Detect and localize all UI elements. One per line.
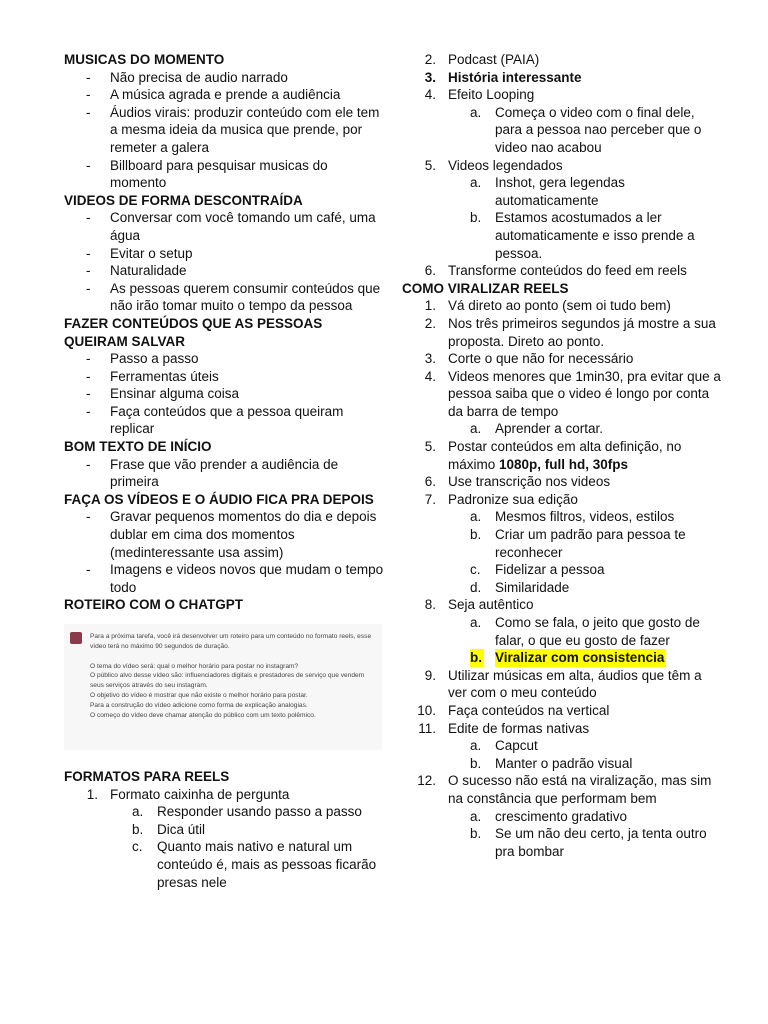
- list-item-text: Utilizar músicas em alta, áudios que têm a ver com o meu conteúdo: [448, 667, 702, 701]
- list-item-text: O sucesso não está na viralização, mas sim na constância que performam bem: [448, 773, 712, 806]
- list-item-text: Padronize sua edição: [448, 491, 578, 507]
- resolution-spec: 1080p, full hd, 30fps: [499, 456, 629, 472]
- left-column: [64, 51, 384, 891]
- list-item-highlighted: b. Viralizar com consistencia: [470, 650, 665, 666]
- list-item-text: Estamos acostumados a ler automaticamente e isso prende a pessoa.: [495, 210, 695, 261]
- list-item: - Gravar pequenos momentos do dia e depois dublar em cima dos momentos (medinteressante usa assim): [86, 509, 377, 560]
- section-heading: ROTEIRO COM O CHATGPT: [64, 597, 243, 613]
- list-item-text: Conversar com você tomando um café, uma água: [110, 210, 376, 243]
- list-item: 6. Use transcrição nos videos: [424, 474, 611, 490]
- list-item: a. Capcut: [470, 738, 538, 754]
- section-heading: MUSICAS DO MOMENTO: [64, 52, 225, 67]
- list-item-text: Criar um padrão para pessoa te reconhecer: [495, 527, 686, 560]
- list-item: a. Mesmos filtros, videos, estilos: [470, 509, 675, 525]
- list-item-text: Ferramentas úteis: [110, 368, 219, 384]
- list-item-text: crescimento gradativo: [495, 808, 628, 824]
- list-item: b. Estamos acostumados a ler automaticamente e isso prende a pessoa.: [470, 210, 695, 261]
- list-item-text: Fidelizar a pessoa: [495, 562, 605, 578]
- list-item-text: Faça conteúdos que a pessoa queiram replicar: [110, 403, 344, 437]
- list-item: 4. Efeito Looping: [424, 87, 535, 103]
- list-item-text: Não precisa de audio narrado: [110, 69, 288, 85]
- list-item: 6. Transforme conteúdos do feed em reels: [424, 263, 687, 279]
- list-item-text: Formato caixinha de pergunta: [110, 786, 290, 802]
- list-item: 3. Corte o que não for necessário: [424, 351, 634, 367]
- list-item: - Billboard para pesquisar musicas do momento: [86, 157, 328, 191]
- list-item: - A música agrada e prende a audiência: [86, 87, 341, 103]
- prompt-line: O público alvo desse vídeo são: influenciadores digitais e prestadores de serviço que vendem seus serviços através do seu instagram.: [90, 672, 365, 690]
- list-item-text: Se um não deu certo, ja tenta outro pra bombar: [495, 826, 707, 859]
- list-item: a. Como se fala, o jeito que gosto de falar, o que eu gosto de fazer: [470, 615, 700, 648]
- list-item: 7. Padronize sua edição: [424, 491, 578, 507]
- prompt-line: O tema do vídeo será: qual o melhor horário para postar no instagram?: [90, 662, 299, 670]
- list-item-text: Capcut: [495, 738, 538, 754]
- list-item: 4. Videos menores que 1min30, pra evitar que a pessoa saiba que o video é longo por conta da barra de tempo: [424, 368, 721, 419]
- list-item: 1. Formato caixinha de pergunta: [86, 786, 290, 802]
- list-item-text: Seja autêntico: [448, 597, 534, 613]
- list-item-text: História interessante: [448, 69, 582, 85]
- list-item: 2. Podcast (PAIA): [424, 52, 540, 67]
- list-item-text: Inshot, gera legendas automaticamente: [495, 175, 625, 208]
- list-item: a. Aprender a cortar.: [470, 421, 604, 437]
- list-item-text: Manter o padrão visual: [495, 755, 633, 771]
- list-item: - Imagens e videos novos que mudam o tempo todo: [86, 562, 384, 595]
- list-item: 5. Postar conteúdos em alta definição, no máximo 1080p, full hd, 30fps: [424, 439, 682, 472]
- list-item: - Faça conteúdos que a pessoa queiram replicar: [86, 403, 344, 437]
- list-item-text: Mesmos filtros, videos, estilos: [495, 509, 675, 525]
- list-item-text: Videos menores que 1min30, pra evitar que a pessoa saiba que o video é longo por conta da barra de tempo: [448, 368, 721, 419]
- list-item-text: Postar conteúdos em alta definição, no máximo: [448, 439, 682, 472]
- list-item-text: Use transcrição nos videos: [448, 474, 611, 490]
- list-item-text: Corte o que não for necessário: [448, 351, 634, 367]
- list-item-text: Frase que vão prender a audiência de primeira: [110, 456, 339, 490]
- list-item: 9. Utilizar músicas em alta, áudios que têm a ver com o meu conteúdo: [424, 667, 702, 701]
- prompt-line: Para a próxima tarefa, você irá desenvolver um roteiro para um conteúdo no formato reels, esse vídeo terá no máximo 90 segundos de duração.: [90, 633, 372, 650]
- list-item: - Frase que vão prender a audiência de primeira: [86, 456, 339, 490]
- list-item-text: Dica útil: [157, 821, 206, 837]
- list-item-text: Faça conteúdos na vertical: [448, 702, 610, 718]
- list-item: a. crescimento gradativo: [470, 808, 628, 824]
- list-item-text: Evitar o setup: [110, 245, 193, 261]
- list-item-text: Quanto mais nativo e natural um conteúdo é, mais as pessoas ficarão presas nele: [157, 839, 377, 890]
- list-item: - Ferramentas úteis: [86, 368, 219, 384]
- list-item: c. Quanto mais nativo e natural um conteúdo é, mais as pessoas ficarão presas nele: [132, 839, 377, 890]
- section-heading: FORMATOS PARA REELS: [64, 769, 230, 784]
- list-item-text: Efeito Looping: [448, 87, 535, 103]
- list-item: 5. Videos legendados: [424, 157, 563, 173]
- list-item: b. Criar um padrão para pessoa te reconhecer: [470, 527, 686, 560]
- prompt-line: O objetivo do vídeo é mostrar que não existe o melhor horário para postar.: [90, 691, 308, 699]
- list-item-text: Ensinar alguma coisa: [110, 386, 240, 402]
- list-item: d. Similaridade: [470, 579, 570, 595]
- list-item-text: As pessoas querem consumir conteúdos que não irão tomar muito o tempo da pessoa: [110, 280, 381, 314]
- list-item: - Passo a passo: [86, 351, 199, 367]
- list-item-text: Transforme conteúdos do feed em reels: [448, 263, 687, 279]
- list-item-text: Nos três primeiros segundos já mostre a sua proposta. Direto ao ponto.: [448, 315, 716, 349]
- list-item: - Ensinar alguma coisa: [86, 386, 240, 402]
- list-item-text: Gravar pequenos momentos do dia e depois dublar em cima dos momentos (medinteressante usa assim): [110, 509, 377, 560]
- list-item-text: Aprender a cortar.: [495, 421, 604, 437]
- list-item: a. Inshot, gera legendas automaticamente: [470, 175, 625, 208]
- prompt-line: Para a construção do vídeo adicione como forma de explicação analogias.: [90, 701, 308, 709]
- chatgpt-prompt-screenshot: [64, 624, 382, 750]
- list-item: - Áudios virais: produzir conteúdo com ele tem a mesma ideia da musica que prende, por remeter a galera: [86, 104, 380, 155]
- list-item-text: Naturalidade: [110, 263, 187, 279]
- section-heading: VIDEOS DE FORMA DESCONTRAÍDA: [64, 192, 303, 208]
- list-item: 1. Vá direto ao ponto (sem oi tudo bem): [424, 298, 671, 314]
- list-item-text: Passo a passo: [110, 351, 199, 367]
- prompt-line: O começo do vídeo deve chamar atenção do público com um texto polêmico.: [90, 711, 316, 719]
- list-item: b. Manter o padrão visual: [470, 755, 633, 771]
- section-heading: BOM TEXTO DE INÍCIO: [64, 439, 212, 455]
- list-item: 2. Nos três primeiros segundos já mostre a sua proposta. Direto ao ponto.: [424, 315, 716, 349]
- list-item: b. Dica útil: [132, 821, 206, 837]
- list-item-text: Imagens e videos novos que mudam o tempo todo: [110, 562, 384, 595]
- list-item: 3. História interessante: [424, 69, 582, 85]
- list-item: a. Começa o video com o final dele, para a pessoa nao perceber que o video nao acabou: [470, 104, 702, 155]
- list-item-text: Videos legendados: [448, 157, 563, 173]
- list-item-text: Como se fala, o jeito que gosto de falar, o que eu gosto de fazer: [495, 615, 700, 648]
- list-item-text: Áudios virais: produzir conteúdo com ele tem a mesma ideia da musica que prende, por remeter a galera: [110, 104, 380, 155]
- list-item: - Evitar o setup: [86, 245, 193, 261]
- list-item-text: A música agrada e prende a audiência: [110, 87, 341, 103]
- list-item: - As pessoas querem consumir conteúdos que não irão tomar muito o tempo da pessoa: [86, 280, 381, 314]
- list-item-text: Billboard para pesquisar musicas do momento: [110, 157, 328, 191]
- list-item: 12. O sucesso não está na viralização, mas sim na constância que performam bem: [417, 773, 712, 806]
- list-item-text: Vá direto ao ponto (sem oi tudo bem): [448, 298, 671, 314]
- list-item-text: Começa o video com o final dele, para a pessoa nao perceber que o video nao acabou: [495, 104, 702, 155]
- list-item-text: Podcast (PAIA): [448, 52, 540, 67]
- avatar: [70, 632, 82, 644]
- list-item-text: Edite de formas nativas: [448, 720, 590, 736]
- list-item: 10. Faça conteúdos na vertical: [417, 702, 610, 718]
- section-heading: COMO VIRALIZAR REELS: [402, 280, 569, 296]
- list-item: - Conversar com você tomando um café, uma água: [86, 210, 376, 243]
- list-item-text: Similaridade: [495, 579, 570, 595]
- list-item: a. Responder usando passo a passo: [132, 804, 362, 820]
- list-item: 8. Seja autêntico: [424, 597, 534, 613]
- section-heading: FAZER CONTEÚDOS QUE AS PESSOAS QUEIRAM SALVAR: [64, 315, 323, 349]
- list-item: b. Se um não deu certo, ja tenta outro pra bombar: [470, 826, 707, 859]
- list-item: - Não precisa de audio narrado: [86, 69, 288, 85]
- highlighted-text: Viralizar com consistencia: [495, 650, 665, 666]
- list-item: c. Fidelizar a pessoa: [470, 562, 605, 578]
- section-heading: FAÇA OS VÍDEOS E O ÁUDIO FICA PRA DEPOIS: [64, 491, 374, 507]
- list-item-text: Responder usando passo a passo: [157, 804, 362, 820]
- right-column: [402, 51, 722, 860]
- list-item: - Naturalidade: [86, 263, 187, 279]
- list-item: 11. Edite de formas nativas: [418, 720, 590, 736]
